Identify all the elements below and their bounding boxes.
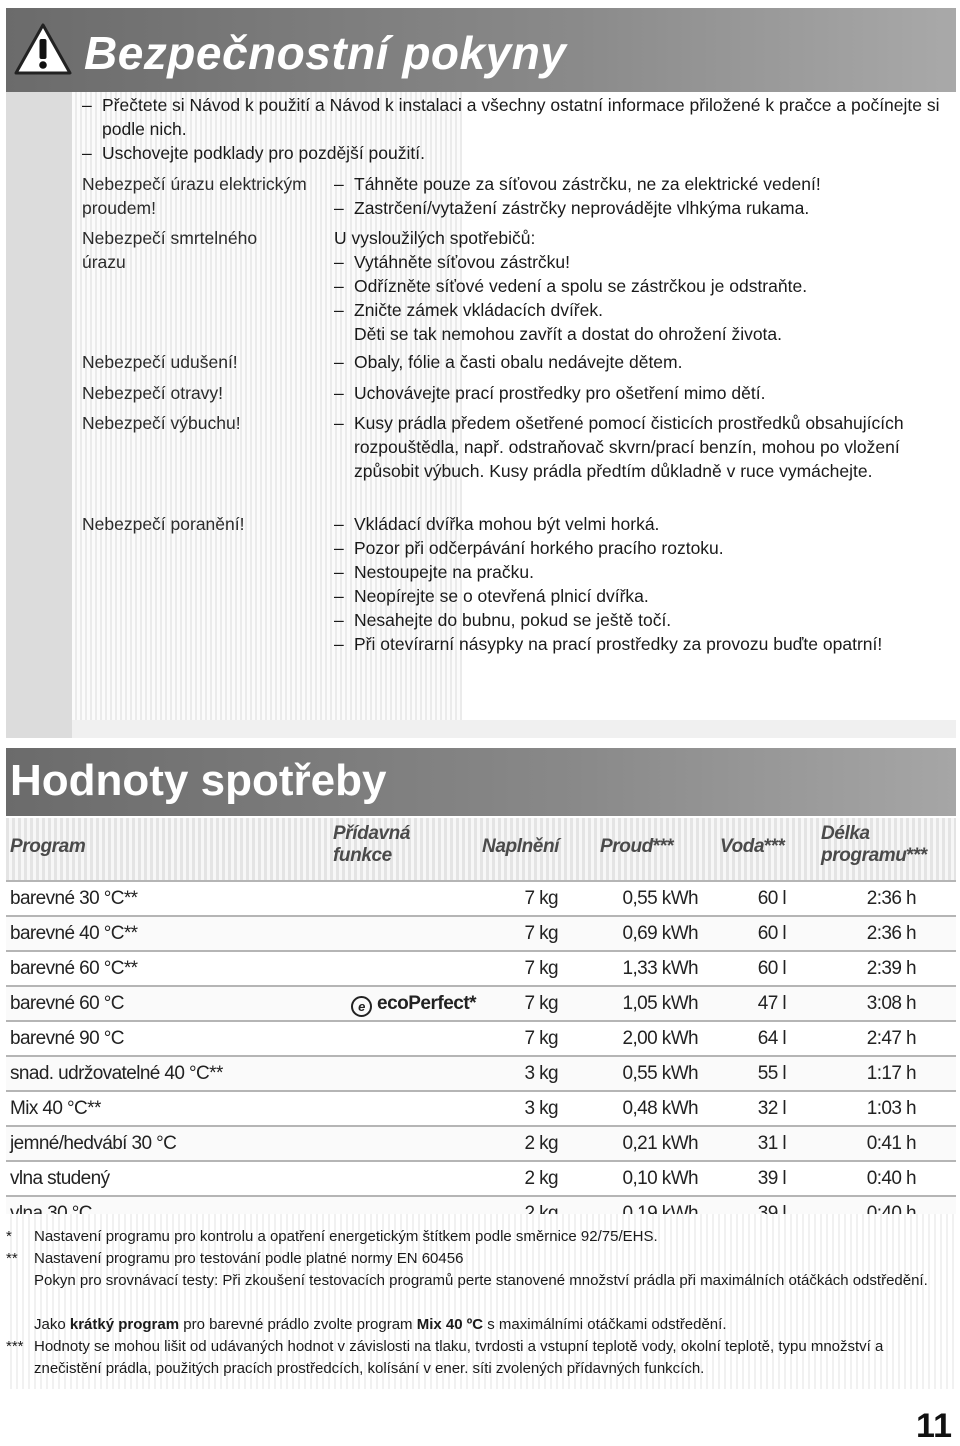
cell-duration: 0:40 h — [866, 1168, 916, 1189]
electric-items — [334, 172, 950, 220]
list-item: – Zničte zámek vkládacích dvířek. — [334, 298, 950, 322]
header-water-stars: *** — [764, 836, 786, 857]
cell-load: 7 kg — [524, 923, 558, 944]
list-item: – Neopírejte se o otevřená plnicí dvířka. — [334, 584, 950, 608]
list-item: – Obaly, fólie a časti obalu nedávejte dětem. — [334, 350, 950, 374]
cell-load: 3 kg — [524, 1098, 558, 1119]
header-energy-label: Proud — [600, 836, 653, 857]
cell-water: 60 l — [757, 888, 786, 909]
footnote-mark-2: ** — [6, 1250, 18, 1267]
footnote-mark-3: *** — [6, 1338, 24, 1355]
intro-item: – Přečtete si Návod k použití a Návod k instalaci a všechny ostatní informace přiložené k pračce a počínejte si podle nich. — [82, 93, 948, 141]
footnote-2-short-program — [34, 1314, 934, 1336]
cell-program: barevné 40 °C** — [10, 923, 138, 944]
header-energy-stars: *** — [652, 836, 674, 857]
cell-water: 47 l — [757, 993, 786, 1014]
cell-load: 3 kg — [524, 1063, 558, 1084]
list-item: – Táhněte pouze za síťovou zástrčku, ne za elektrické vedení! — [334, 172, 950, 196]
warning-icon — [14, 22, 72, 76]
cell-program: barevné 30 °C** — [10, 888, 138, 909]
cell-program: barevné 60 °C** — [10, 958, 138, 979]
cell-program: snad. udržovatelné 40 °C** — [10, 1063, 223, 1084]
safety-side-stripe — [6, 90, 72, 738]
cell-water: 64 l — [757, 1028, 786, 1049]
header-load: Naplnění — [482, 836, 560, 857]
cell-duration: 2:36 h — [866, 923, 916, 944]
fatal-note: Děti se tak nemohou zavřít a dostat do ohrožení života. — [354, 324, 783, 344]
cell-program: vlna studený — [10, 1168, 110, 1189]
list-item: – Vkládací dvířka mohou být velmi horká. — [334, 512, 950, 536]
cell-water: 31 l — [757, 1133, 786, 1154]
cell-duration: 3:08 h — [866, 993, 916, 1014]
cell-water: 55 l — [757, 1063, 786, 1084]
list-item: – Kusy prádla předem ošetřené pomocí čisticích prostředků obsahujících rozpouštědla, např. odstraňovač skvrn/prací benzín, mohou po vložení způsobit výbuch. Kusy prádla předtím důkladně v ruce vymáchejte. — [334, 411, 950, 483]
fn-text: pro barevné prádlo zvolte program — [179, 1316, 417, 1333]
hazard-fatal: Nebezpečí smrtelného úrazu — [82, 228, 258, 272]
header-function-line1: Přídavná — [333, 823, 411, 844]
list-item: – Zastrčení/vytažení zástrčky neprovádějte vlhkýma rukama. — [334, 196, 950, 220]
injury-items — [334, 512, 950, 656]
table-row — [6, 987, 956, 1022]
intro-item: – Uschovejte podklady pro pozdější použití. — [82, 141, 948, 165]
cell-energy: 0,55 kWh — [622, 1063, 698, 1084]
header-water-label: Voda — [720, 836, 765, 857]
table-row — [6, 917, 956, 952]
cell-water: 60 l — [757, 923, 786, 944]
cell-energy: 2,00 kWh — [622, 1028, 698, 1049]
header-duration-line1: Délka — [821, 823, 870, 844]
cell-load: 7 kg — [524, 958, 558, 979]
cell-energy: 0,48 kWh — [622, 1098, 698, 1119]
cell-energy: 0,10 kWh — [622, 1168, 698, 1189]
hazard-explosion: Nebezpečí výbuchu! — [82, 413, 241, 433]
list-item: – Nesahejte do bubnu, pokud se ještě točí. — [334, 608, 950, 632]
fn-bold-short-program: krátký program — [69, 1316, 180, 1333]
table-row — [6, 1162, 956, 1197]
cell-duration: 1:17 h — [866, 1063, 916, 1084]
header-duration-label: programu — [821, 845, 907, 866]
list-item: – Pozor při odčerpávání horkého pracího roztoku. — [334, 536, 950, 560]
cell-load: 7 kg — [524, 888, 558, 909]
footnote-2-testing: Pokyn pro srovnávací testy: Při zkoušení testovacích programů perte stanovené množství prádla při maximálních otáčkách odstředění. — [34, 1272, 928, 1289]
page-number: 11 — [916, 1407, 952, 1445]
hazard-suffocation: Nebezpečí udušení! — [82, 352, 238, 372]
cell-energy: 0,21 kWh — [622, 1133, 698, 1154]
table-row — [6, 1092, 956, 1127]
safety-intro-list — [82, 93, 948, 165]
poisoning-items — [334, 381, 950, 405]
explosion-items — [334, 411, 950, 483]
table-row — [6, 952, 956, 987]
consumption-table-body — [6, 880, 956, 1232]
table-row — [6, 1057, 956, 1092]
cell-program: jemné/hedvábí 30 °C — [10, 1133, 177, 1154]
cell-duration: 2:36 h — [866, 888, 916, 909]
cell-load: 2 kg — [524, 1168, 558, 1189]
cell-function-label: ecoPerfect* — [377, 993, 477, 1014]
hazard-injury: Nebezpečí poranění! — [82, 514, 245, 534]
header-function — [333, 823, 410, 867]
footnote-mark-1: * — [6, 1228, 12, 1245]
table-row — [6, 880, 956, 917]
fn-bold-mix-program: Mix 40 ºC — [416, 1316, 484, 1333]
fn-text: s maximálními otáčkami odstředění. — [483, 1316, 727, 1333]
list-item: – Odřízněte síťové vedení a spolu se zástrčkou je odstraňte. — [334, 274, 950, 298]
list-item: – Vytáhněte síťovou zástrčku! — [334, 250, 950, 274]
table-row — [6, 1127, 956, 1162]
list-item: – Nestoupejte na pračku. — [334, 560, 950, 584]
cell-energy: 1,05 kWh — [622, 993, 698, 1014]
cell-load: 7 kg — [524, 1028, 558, 1049]
cell-program: Mix 40 °C** — [10, 1098, 101, 1119]
header-duration — [821, 823, 927, 867]
header-function-line2: funkce — [333, 845, 392, 866]
cell-load: 2 kg — [524, 1133, 558, 1154]
footnote-1: Nastavení programu pro kontrolu a opatření energetickým štítkem podle směrnice 92/75/EHS. — [34, 1228, 658, 1245]
list-item: – Při otevírarní násypky na prací prostředky za provozu buďte opatrní! — [334, 632, 950, 656]
cell-program: barevné 60 °C — [10, 993, 124, 1014]
list-item: – Uchovávejte prací prostředky pro ošetření mimo dětí. — [334, 381, 950, 405]
footnote-2: Nastavení programu pro testování podle platné normy EN 60456 — [34, 1250, 464, 1267]
footnote-3: Hodnoty se mohou lišit od udávaných hodnot v závislosti na tlaku, tvrdosti a vstupní teplotě vody, okolní teplotě, typu množství a znečistění prádla, použitých pracích prostředcích, kolísání v ener. síti zvolených přídavných funkcích. — [34, 1338, 884, 1377]
header-duration-line2 — [821, 845, 927, 867]
cell-duration: 1:03 h — [866, 1098, 916, 1119]
cell-energy: 0,55 kWh — [622, 888, 698, 909]
suffocation-items — [334, 350, 950, 374]
cell-energy: 0,69 kWh — [622, 923, 698, 944]
cell-water: 60 l — [757, 958, 786, 979]
cell-duration: 2:47 h — [866, 1028, 916, 1049]
fatal-items — [334, 226, 950, 346]
cell-energy: 1,33 kWh — [622, 958, 698, 979]
eco-perfect-icon: e — [351, 996, 372, 1017]
consumption-title: Hodnoty spotřeby — [10, 756, 387, 805]
table-header — [6, 818, 956, 880]
cell-water: 39 l — [757, 1168, 786, 1189]
fn-text: Jako — [34, 1316, 70, 1333]
header-program: Program — [10, 836, 86, 857]
table-row — [6, 1022, 956, 1057]
cell-program: barevné 90 °C — [10, 1028, 124, 1049]
hazard-poisoning: Nebezpečí otravy! — [82, 383, 224, 403]
header-energy — [600, 836, 674, 858]
fatal-intro: U vysloužilých spotřebičů: — [334, 228, 536, 248]
cell-load: 7 kg — [524, 993, 558, 1014]
header-duration-stars: *** — [906, 845, 928, 866]
cell-duration: 0:41 h — [866, 1133, 916, 1154]
header-water — [720, 836, 785, 858]
cell-duration: 2:39 h — [866, 958, 916, 979]
safety-title: Bezpečnostní pokyny — [84, 27, 567, 79]
cell-water: 32 l — [757, 1098, 786, 1119]
hazard-electric: Nebezpečí úrazu elektrickým proudem! — [82, 174, 307, 218]
